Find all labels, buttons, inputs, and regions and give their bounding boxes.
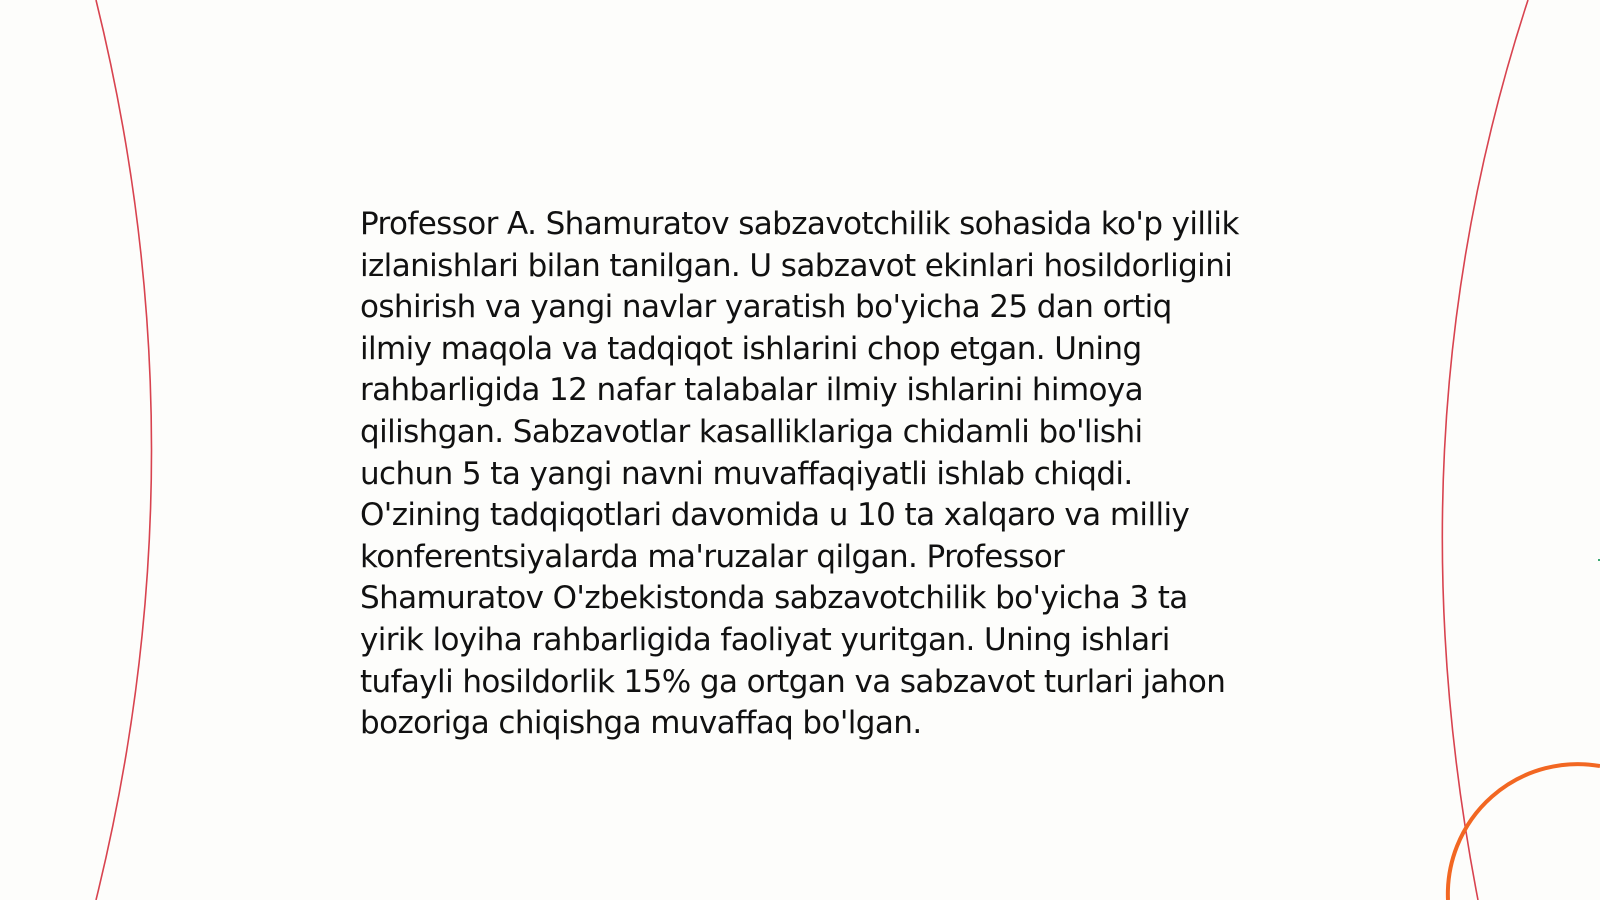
left-arc [96,0,152,900]
orange-arc [1448,764,1600,900]
body-text: Professor A. Shamuratov sabzavotchilik sohasida ko'p yillik izlanishlari bilan tanilgan. U sabzavot ekinlari hosildorligini oshirish va yangi navlar yaratish bo'yicha 25 dan ortiq ilmiy maqola va tadqiqot ishlarini chop etgan. Uning rahbarligida 12 nafar talabalar ilmiy ishlarini himoya qilishgan. Sabzavotlar kasalliklariga chidamli bo'lishi uchun 5 ta yangi navni muvaffaqiyatli ishlab chiqdi. O'zining tadqiqotlari davomida u 10 ta xalqaro va milliy konferentsiyalarda ma'ruzalar qilgan. Professor Shamuratov O'zbekistonda sabzavotchilik bo'yicha 3 ta yirik loyiha rahbarligida faoliyat yuritgan. Uning ishlari tufayli hosildorlik 15% ga ortgan va sabzavot turlari jahon bozoriga chiqishga muvaffaq bo'lgan. [360,206,1239,742]
right-arc [1442,0,1528,900]
